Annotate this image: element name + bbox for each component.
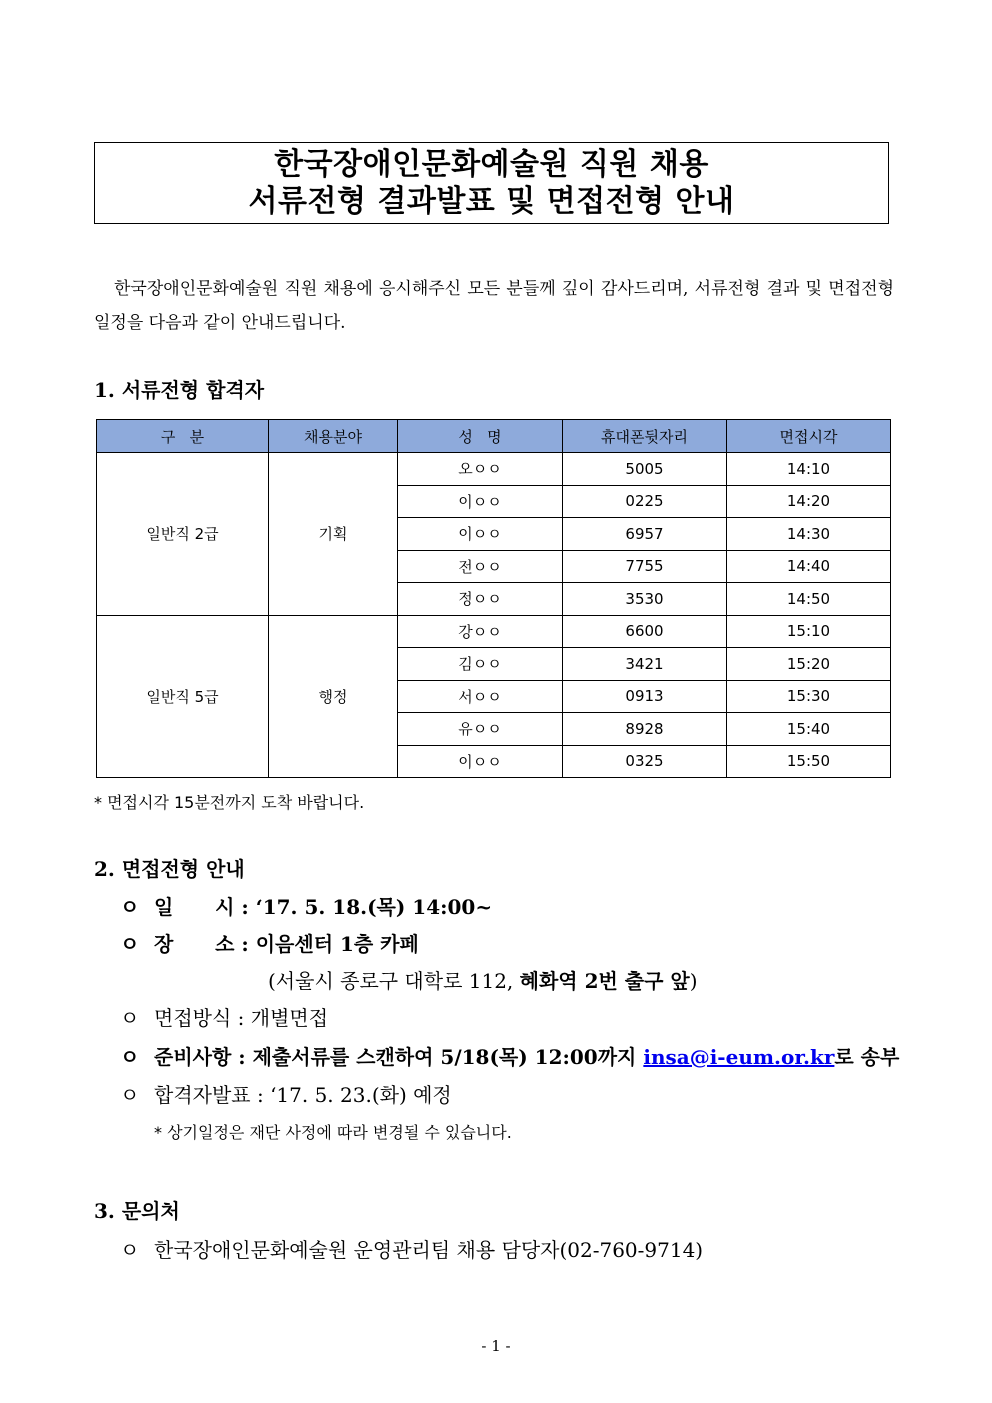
candidate-name: 오ㅇㅇ — [398, 453, 563, 486]
place-detail-address: (서울시 종로구 대학로 112, — [268, 969, 514, 993]
candidate-name: 전ㅇㅇ — [398, 550, 563, 583]
date-value: ‘17. 5. 18.(목) 14:00~ — [255, 895, 493, 919]
candidate-name: 이ㅇㅇ — [398, 518, 563, 551]
col-header-category: 구 분 — [97, 420, 269, 453]
candidate-phone: 0225 — [563, 485, 727, 518]
candidate-name: 김ㅇㅇ — [398, 648, 563, 681]
group-field: 기획 — [269, 453, 398, 616]
candidate-phone: 7755 — [563, 550, 727, 583]
candidate-phone: 6600 — [563, 615, 727, 648]
candidate-name: 유ㅇㅇ — [398, 713, 563, 746]
interview-method-row — [120, 1005, 328, 1031]
intro-paragraph: 한국장애인문화예술원 직원 채용에 응시해주신 모든 분들께 깊이 감사드리며, 서류전형 결과 및 면접전형 일정을 다음과 같이 안내드립니다. — [94, 279, 894, 333]
group-category: 일반직 2급 — [97, 453, 269, 616]
section3-heading: 3. 문의처 — [94, 1199, 180, 1223]
candidate-phone: 0325 — [563, 745, 727, 778]
prep-suffix: 로 송부 — [834, 1045, 900, 1069]
candidate-phone: 6957 — [563, 518, 727, 551]
place-detail-exit: 혜화역 2번 출구 앞 — [519, 969, 690, 993]
place-value: 이음센터 1층 카페 — [255, 932, 419, 956]
group-field: 행정 — [269, 615, 398, 778]
interview-time: 14:20 — [727, 485, 891, 518]
section2-heading: 2. 면접전형 안내 — [94, 857, 245, 881]
bullet-marker: ㅇ — [120, 1045, 140, 1069]
col-header-phone: 휴대폰뒷자리 — [563, 420, 727, 453]
bullet-marker: ㅇ — [120, 1238, 140, 1262]
section1-heading: 1. 서류전형 합격자 — [94, 378, 265, 402]
table-row — [97, 615, 891, 648]
page-number: - 1 - — [481, 1337, 511, 1355]
interview-time: 14:10 — [727, 453, 891, 486]
place-detail-close: ) — [689, 969, 698, 993]
announce-label: 합격자발표 : — [154, 1083, 264, 1107]
announce-value: ‘17. 5. 23.(화) 예정 — [270, 1083, 452, 1107]
bullet-marker: ㅇ — [120, 1006, 140, 1030]
method-value: 개별면접 — [250, 1006, 329, 1030]
interview-date-row — [120, 894, 492, 920]
title-line-2: 서류전형 결과발표 및 면접전형 안내 — [248, 184, 735, 219]
interview-time: 15:10 — [727, 615, 891, 648]
candidate-phone: 3421 — [563, 648, 727, 681]
group-category: 일반직 5급 — [97, 615, 269, 778]
candidate-phone: 3530 — [563, 583, 727, 616]
candidate-phone: 8928 — [563, 713, 727, 746]
bullet-marker: ㅇ — [120, 932, 140, 956]
bullet-marker: ㅇ — [120, 1083, 140, 1107]
schedule-change-note: * 상기일정은 재단 사정에 따라 변경될 수 있습니다. — [154, 1123, 512, 1142]
title-line-1: 한국장애인문화예술원 직원 채용 — [274, 147, 709, 182]
preparation-row — [120, 1044, 899, 1070]
interview-time: 15:30 — [727, 680, 891, 713]
prep-value: 제출서류를 스캔하여 5/18(목) 12:00까지 — [252, 1045, 637, 1069]
col-header-field: 채용분야 — [269, 420, 398, 453]
prep-label: 준비사항 : — [154, 1045, 246, 1069]
method-label: 면접방식 : — [154, 1006, 245, 1030]
table-row — [97, 453, 891, 486]
table-header-row — [97, 420, 891, 453]
candidate-name: 강ㅇㅇ — [398, 615, 563, 648]
col-header-time: 면접시각 — [727, 420, 891, 453]
candidate-phone: 5005 — [563, 453, 727, 486]
interview-time: 14:30 — [727, 518, 891, 551]
submission-email-link[interactable]: insa@i-eum.or.kr — [643, 1045, 835, 1069]
candidate-name: 이ㅇㅇ — [398, 745, 563, 778]
announcement-row — [120, 1082, 452, 1108]
candidate-name: 정ㅇㅇ — [398, 583, 563, 616]
place-detail — [268, 968, 698, 994]
bullet-marker: ㅇ — [120, 895, 140, 919]
contact-text: 한국장애인문화예술원 운영관리팀 채용 담당자(02-760-9714) — [154, 1238, 704, 1262]
contact-row — [120, 1237, 703, 1263]
document-title-box — [94, 142, 889, 224]
candidate-name: 이ㅇㅇ — [398, 485, 563, 518]
passed-candidates-table — [96, 419, 891, 778]
interview-time: 14:50 — [727, 583, 891, 616]
interview-time: 15:20 — [727, 648, 891, 681]
interview-time: 15:50 — [727, 745, 891, 778]
candidate-phone: 0913 — [563, 680, 727, 713]
place-label: 장 소 : — [154, 932, 249, 956]
interview-time: 15:40 — [727, 713, 891, 746]
arrival-note: * 면접시각 15분전까지 도착 바랍니다. — [94, 793, 365, 812]
date-label: 일 시 : — [154, 895, 249, 919]
interview-time: 14:40 — [727, 550, 891, 583]
interview-place-row — [120, 931, 419, 957]
col-header-name: 성 명 — [398, 420, 563, 453]
candidate-name: 서ㅇㅇ — [398, 680, 563, 713]
